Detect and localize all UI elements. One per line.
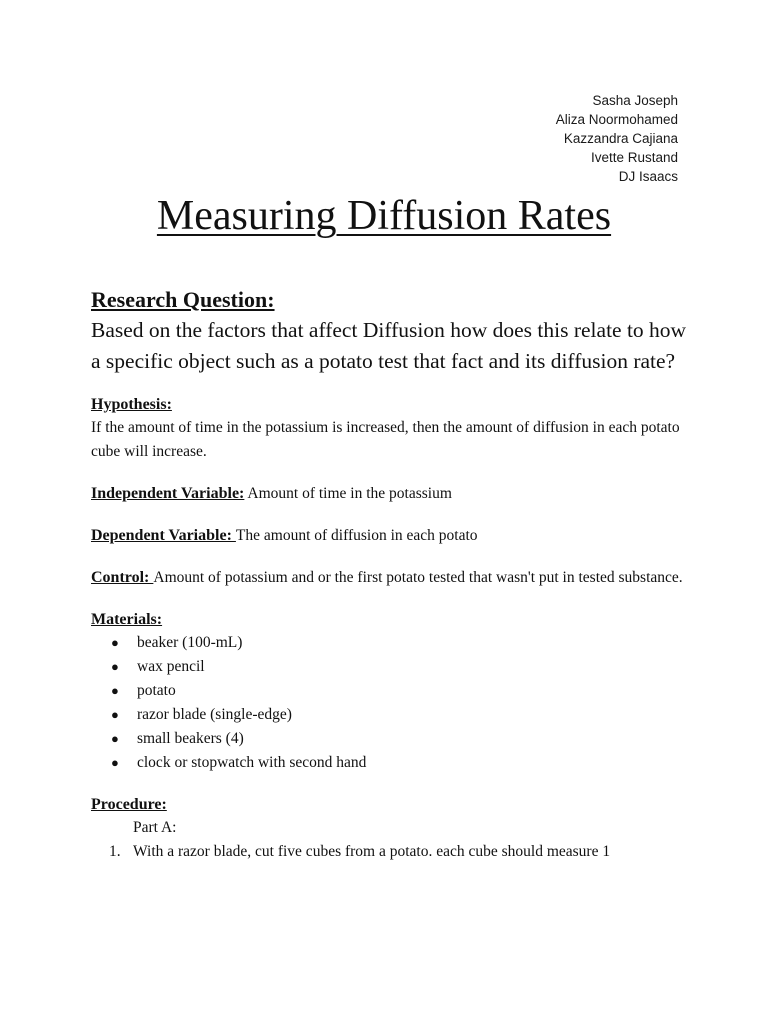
list-item: ● clock or stopwatch with second hand <box>91 751 691 775</box>
procedure-part-label: Part A: <box>133 819 177 836</box>
procedure-step <box>91 840 691 864</box>
bullet-icon: ● <box>111 683 119 698</box>
independent-variable-section <box>91 482 691 506</box>
bullet-icon: ● <box>111 731 119 746</box>
research-question-heading: Research Question: <box>91 287 275 312</box>
materials-heading: Materials: <box>91 611 163 628</box>
bullet-icon: ● <box>111 659 119 674</box>
independent-variable-label: Independent Variable: <box>91 485 245 502</box>
materials-section <box>91 608 691 775</box>
list-item: ● razor blade (single-edge) <box>91 703 691 727</box>
bullet-icon: ● <box>111 635 119 650</box>
research-question-section <box>91 285 691 377</box>
bullet-icon: ● <box>111 707 119 722</box>
author-name: Sasha Joseph <box>592 93 678 108</box>
document-title: Measuring Diffusion Rates <box>156 193 612 239</box>
hypothesis-text: If the amount of time in the potassium is increased, then the amount of diffusion in each potato cube will increase. <box>91 419 680 460</box>
author-name: Ivette Rustand <box>590 150 678 165</box>
list-item: ● potato <box>91 679 691 703</box>
author-name: DJ Isaacs <box>618 169 678 184</box>
step-number: 1. <box>109 843 121 860</box>
independent-variable-text: Amount of time in the potassium <box>244 485 452 502</box>
author-name: Aliza Noormohamed <box>555 112 678 127</box>
bullet-icon: ● <box>111 755 119 770</box>
step-text: With a razor blade, cut five cubes from a potato. each cube should measure 1 <box>133 843 611 860</box>
control-section <box>91 566 691 590</box>
dependent-variable-section <box>91 524 691 548</box>
hypothesis-heading: Hypothesis: <box>91 396 172 413</box>
procedure-section <box>91 793 691 864</box>
dependent-variable-label: Dependent Variable: <box>91 527 236 544</box>
list-item: ● wax pencil <box>91 655 691 679</box>
dependent-variable-text: The amount of diffusion in each potato <box>235 527 478 544</box>
document-body <box>91 285 691 864</box>
control-text: Amount of potassium and or the first potato tested that wasn't put in tested substance. <box>153 569 683 586</box>
hypothesis-section <box>91 393 691 464</box>
author-list <box>556 91 678 186</box>
list-item: ● small beakers (4) <box>91 727 691 751</box>
list-item: ● beaker (100-mL) <box>91 631 691 655</box>
procedure-heading: Procedure: <box>91 796 167 813</box>
materials-list <box>91 631 691 775</box>
research-question-text: Based on the factors that affect Diffusion how does this relate to how a specific object such as a potato test that fact and its diffusion rate? <box>91 318 687 373</box>
control-label: Control: <box>91 569 154 586</box>
author-name: Kazzandra Cajiana <box>563 131 678 146</box>
